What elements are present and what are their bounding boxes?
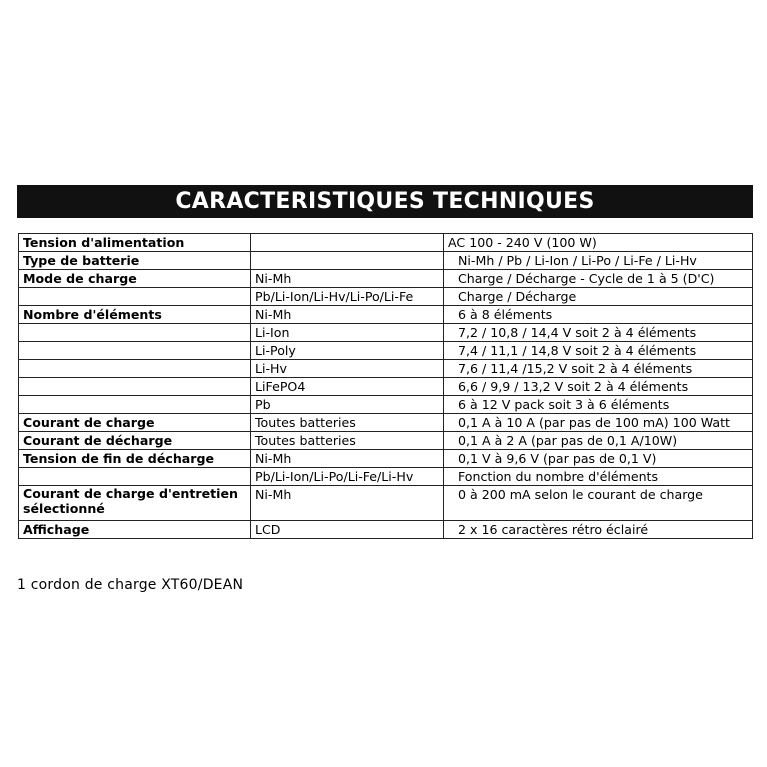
spec-category: Li-Poly — [251, 342, 444, 360]
table-row — [19, 432, 753, 450]
spec-value: 0,1 A à 10 A (par pas de 100 mA) 100 Watt — [444, 414, 753, 432]
table-row — [19, 521, 753, 539]
spec-label: Mode de charge — [19, 270, 251, 288]
table-row — [19, 288, 753, 306]
table-row — [19, 252, 753, 270]
spec-category: Ni-Mh — [251, 486, 444, 521]
spec-value: 0,1 V à 9,6 V (par pas de 0,1 V) — [444, 450, 753, 468]
specs-table — [18, 233, 753, 539]
spec-label — [19, 360, 251, 378]
table-row — [19, 324, 753, 342]
spec-category: Ni-Mh — [251, 450, 444, 468]
spec-label: Type de batterie — [19, 252, 251, 270]
table-row — [19, 360, 753, 378]
spec-label: Courant de charge — [19, 414, 251, 432]
spec-category — [251, 252, 444, 270]
spec-label — [19, 324, 251, 342]
spec-category: LiFePO4 — [251, 378, 444, 396]
spec-category: Toutes batteries — [251, 432, 444, 450]
spec-label: Affichage — [19, 521, 251, 539]
spec-label — [19, 396, 251, 414]
spec-label — [19, 342, 251, 360]
spec-value: Fonction du nombre d'éléments — [444, 468, 753, 486]
spec-value: Charge / Décharge - Cycle de 1 à 5 (D'C) — [444, 270, 753, 288]
page-title: CARACTERISTIQUES TECHNIQUES — [17, 185, 753, 218]
footer-note: 1 cordon de charge XT60/DEAN — [17, 577, 244, 593]
spec-label: Nombre d'éléments — [19, 306, 251, 324]
spec-value: 7,6 / 11,4 /15,2 V soit 2 à 4 éléments — [444, 360, 753, 378]
table-row — [19, 450, 753, 468]
spec-value: 2 x 16 caractères rétro éclairé — [444, 521, 753, 539]
spec-label: Tension d'alimentation — [19, 234, 251, 252]
spec-value: Ni-Mh / Pb / Li-Ion / Li-Po / Li-Fe / Li-Hv — [444, 252, 753, 270]
spec-label: Courant de décharge — [19, 432, 251, 450]
table-row — [19, 486, 753, 521]
table-row — [19, 306, 753, 324]
table-row — [19, 378, 753, 396]
spec-value: 7,2 / 10,8 / 14,4 V soit 2 à 4 éléments — [444, 324, 753, 342]
spec-label — [19, 486, 251, 521]
spec-category: Toutes batteries — [251, 414, 444, 432]
spec-category: Li-Ion — [251, 324, 444, 342]
spec-value: 6 à 12 V pack soit 3 à 6 éléments — [444, 396, 753, 414]
spec-label — [19, 378, 251, 396]
spec-value: 7,4 / 11,1 / 14,8 V soit 2 à 4 éléments — [444, 342, 753, 360]
spec-value: 6 à 8 éléments — [444, 306, 753, 324]
table-row — [19, 414, 753, 432]
spec-value: 0 à 200 mA selon le courant de charge — [444, 486, 753, 521]
spec-category: Pb/Li-Ion/Li-Hv/Li-Po/Li-Fe — [251, 288, 444, 306]
spec-category: Li-Hv — [251, 360, 444, 378]
table-row — [19, 234, 753, 252]
table-row — [19, 396, 753, 414]
spec-label-text: Courant de charge d'entretien sélectionné — [23, 486, 238, 516]
spec-value: 6,6 / 9,9 / 13,2 V soit 2 à 4 éléments — [444, 378, 753, 396]
spec-category: Pb/Li-Ion/Li-Po/Li-Fe/Li-Hv — [251, 468, 444, 486]
spec-value: 0,1 A à 2 A (par pas de 0,1 A/10W) — [444, 432, 753, 450]
table-row — [19, 342, 753, 360]
spec-category: LCD — [251, 521, 444, 539]
spec-category: Ni-Mh — [251, 270, 444, 288]
spec-label: Tension de fin de décharge — [19, 450, 251, 468]
spec-category: Ni-Mh — [251, 306, 444, 324]
spec-label — [19, 288, 251, 306]
table-row — [19, 270, 753, 288]
spec-label — [19, 468, 251, 486]
spec-category — [251, 234, 444, 252]
spec-value: AC 100 - 240 V (100 W) — [444, 234, 753, 252]
spec-value: Charge / Décharge — [444, 288, 753, 306]
spec-category: Pb — [251, 396, 444, 414]
table-row — [19, 468, 753, 486]
